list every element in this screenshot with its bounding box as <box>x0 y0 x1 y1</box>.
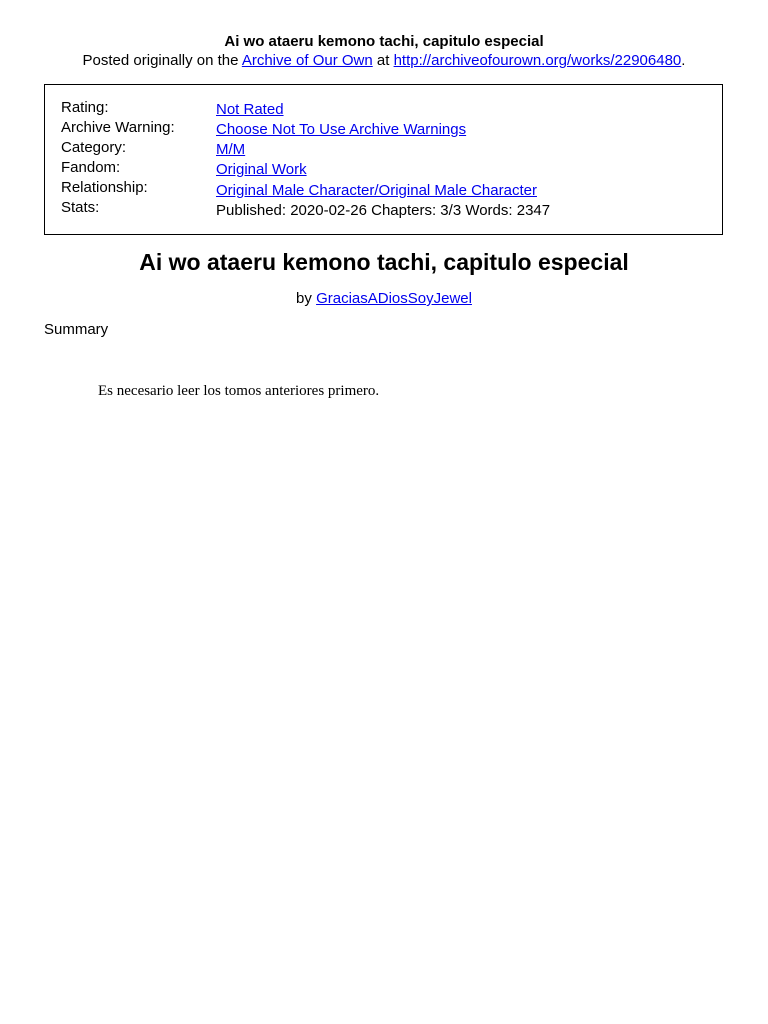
archive-of-our-own-link[interactable]: Archive of Our Own <box>241 52 373 69</box>
rating-link[interactable]: Not Rated <box>216 101 284 118</box>
category-link[interactable]: M/M <box>216 141 246 158</box>
stats-value: Published: 2020-02-26 Chapters: 3/3 Words: 2347 <box>216 202 551 219</box>
byline <box>0 289 768 308</box>
relationship-link[interactable]: Original Male Character/Original Male Character <box>216 182 537 199</box>
summary-heading: Summary <box>44 321 109 338</box>
stats-label: Stats: <box>61 199 100 216</box>
rating-label: Rating: <box>61 99 109 116</box>
work-metadata-box <box>44 84 723 235</box>
relationship-label: Relationship: <box>61 179 148 196</box>
author-link[interactable]: GraciasADiosSoyJewel <box>316 290 472 307</box>
archive-warning-label: Archive Warning: <box>61 119 175 136</box>
posted-prefix-text: Posted originally on the <box>82 52 242 69</box>
summary-text: Es necesario leer los tomos anteriores primero. <box>98 383 380 399</box>
archive-warning-link[interactable]: Choose Not To Use Archive Warnings <box>216 121 467 138</box>
document-header-title: Ai wo ataeru kemono tachi, capitulo especial <box>224 33 544 50</box>
category-label: Category: <box>61 139 127 156</box>
posted-originally-line <box>0 51 768 70</box>
work-url-link[interactable]: http://archiveofourown.org/works/22906480 <box>393 52 682 69</box>
fandom-label: Fandom: <box>61 159 121 176</box>
work-title: Ai wo ataeru kemono tachi, capitulo especial <box>139 249 629 275</box>
byline-prefix: by <box>296 290 317 307</box>
posted-suffix-text: . <box>681 52 686 69</box>
fandom-link[interactable]: Original Work <box>216 161 307 178</box>
posted-at-text: at <box>372 52 394 69</box>
